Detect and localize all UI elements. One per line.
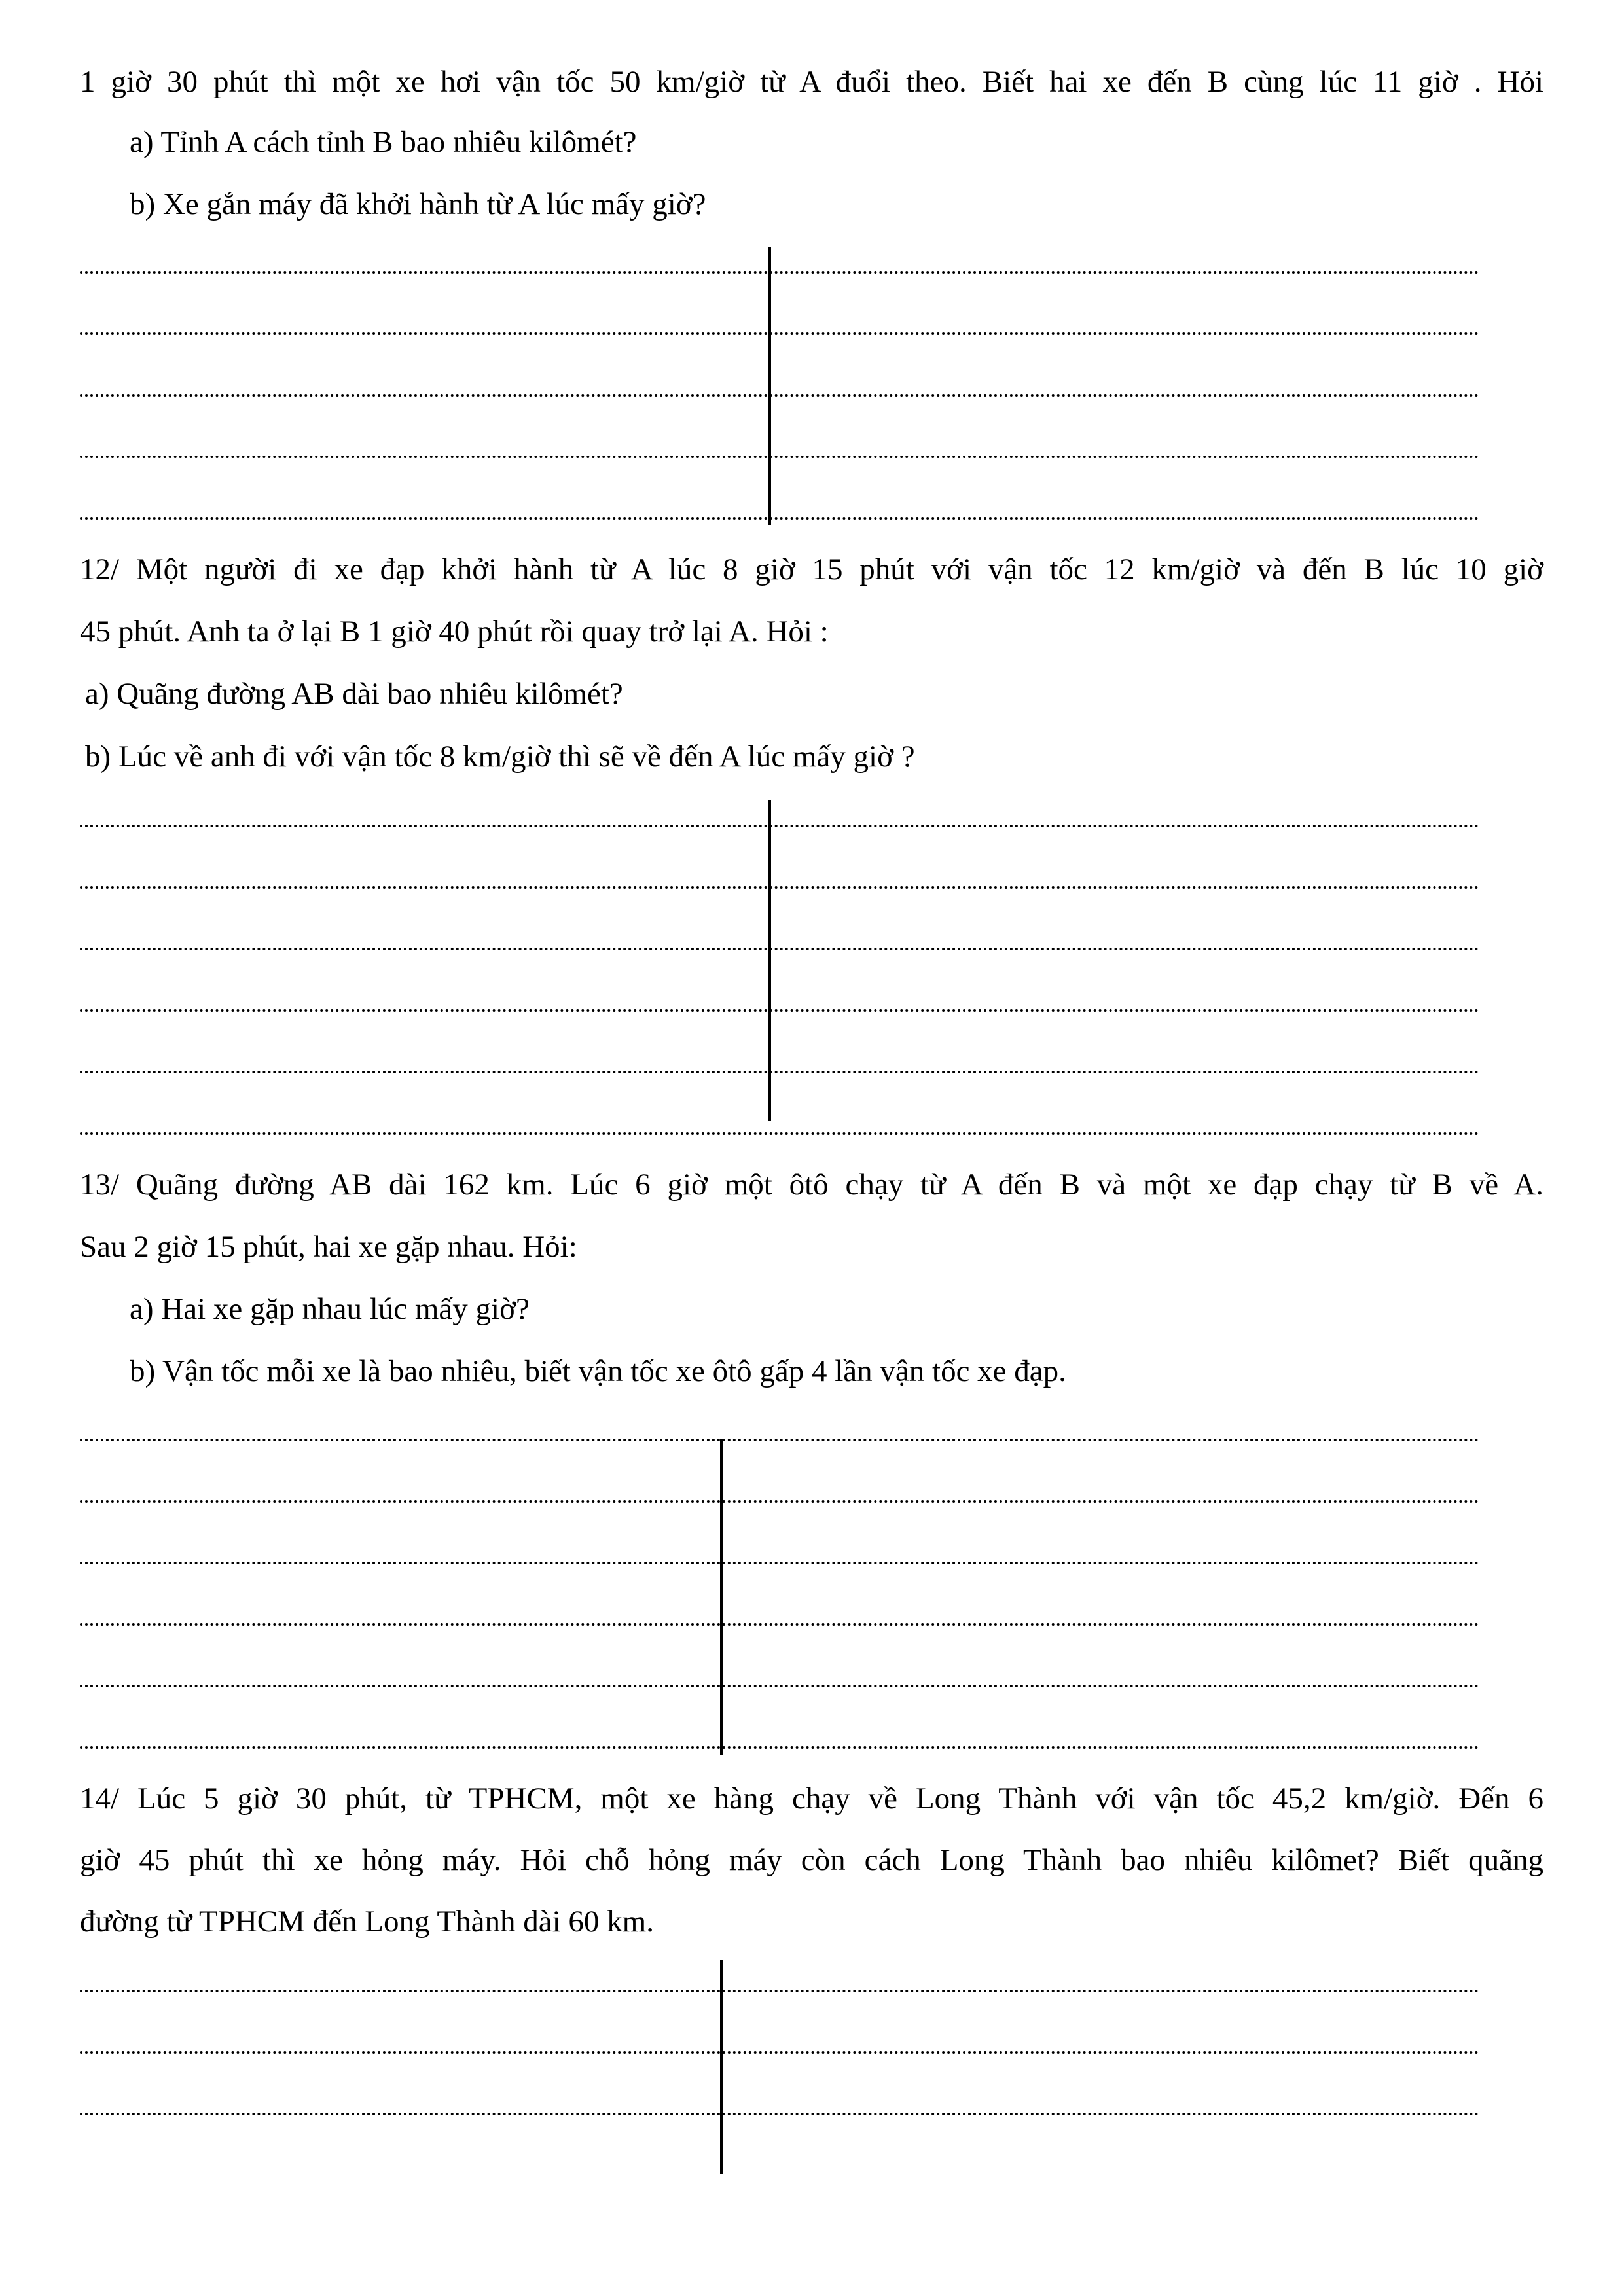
problem-13-part-a: a) Hai xe gặp nhau lúc mấy giờ? xyxy=(130,1292,530,1326)
problem-13-part-b: b) Vận tốc mỗi xe là bao nhiêu, biết vận tốc xe ôtô gấp 4 lần vận tốc xe đạp. xyxy=(130,1354,1066,1388)
problem-14-line-1: 14/ Lúc 5 giờ 30 phút, từ TPHCM, một xe hàng chạy về Long Thành với vận tốc 45,2 km/giờ. Đến 6 xyxy=(80,1782,1543,1816)
column-divider xyxy=(768,247,771,525)
answer-line xyxy=(80,332,1479,335)
answer-line xyxy=(80,886,1479,889)
problem-14-line-3: đường từ TPHCM đến Long Thành dài 60 km. xyxy=(80,1905,654,1939)
answer-line xyxy=(80,2113,1479,2115)
answer-line xyxy=(80,1685,1479,1687)
answer-line xyxy=(80,2051,1479,2054)
answer-line xyxy=(80,394,1479,397)
answer-line xyxy=(80,1623,1479,1626)
answer-line xyxy=(80,1009,1479,1012)
answer-line xyxy=(80,1071,1479,1073)
problem-13-line-1: 13/ Quãng đường AB dài 162 km. Lúc 6 giờ một ôtô chạy từ A đến B và một xe đạp chạy từ B về A. xyxy=(80,1168,1543,1202)
problem-12-line-1: 12/ Một người đi xe đạp khởi hành từ A lúc 8 giờ 15 phút với vận tốc 12 km/giờ và đến B lúc 10 giờ xyxy=(80,552,1543,586)
answer-line xyxy=(80,456,1479,458)
problem-12-part-a: a) Quãng đường AB dài bao nhiêu kilômét? xyxy=(85,677,623,711)
problem-12-part-b: b) Lúc về anh đi với vận tốc 8 km/giờ thì sẽ về đến A lúc mấy giờ ? xyxy=(85,740,915,774)
column-divider xyxy=(720,1960,723,2174)
answer-line xyxy=(80,1439,1479,1441)
problem-12-line-2: 45 phút. Anh ta ở lại B 1 giờ 40 phút rồi quay trở lại A. Hỏi : xyxy=(80,615,829,649)
answer-line xyxy=(80,1132,1479,1135)
problem-11-part-a: a) Tỉnh A cách tỉnh B bao nhiêu kilômét? xyxy=(130,125,637,159)
column-divider xyxy=(768,800,771,1121)
answer-line xyxy=(80,1746,1479,1749)
column-divider xyxy=(720,1439,723,1755)
answer-line xyxy=(80,825,1479,827)
answer-line xyxy=(80,271,1479,274)
problem-14-line-2: giờ 45 phút thì xe hỏng máy. Hỏi chỗ hỏng máy còn cách Long Thành bao nhiêu kilômet? Biết quãng xyxy=(80,1843,1543,1877)
answer-line xyxy=(80,948,1479,950)
problem-11-intro: 1 giờ 30 phút thì một xe hơi vận tốc 50 km/giờ từ A đuổi theo. Biết hai xe đến B cùng lúc 11 giờ . Hỏi xyxy=(80,65,1543,99)
problem-13-line-2: Sau 2 giờ 15 phút, hai xe gặp nhau. Hỏi: xyxy=(80,1230,577,1264)
answer-line xyxy=(80,517,1479,520)
answer-line xyxy=(80,1990,1479,1992)
problem-11-part-b: b) Xe gắn máy đã khởi hành từ A lúc mấy giờ? xyxy=(130,187,706,221)
answer-line xyxy=(80,1500,1479,1503)
answer-line xyxy=(80,1562,1479,1564)
